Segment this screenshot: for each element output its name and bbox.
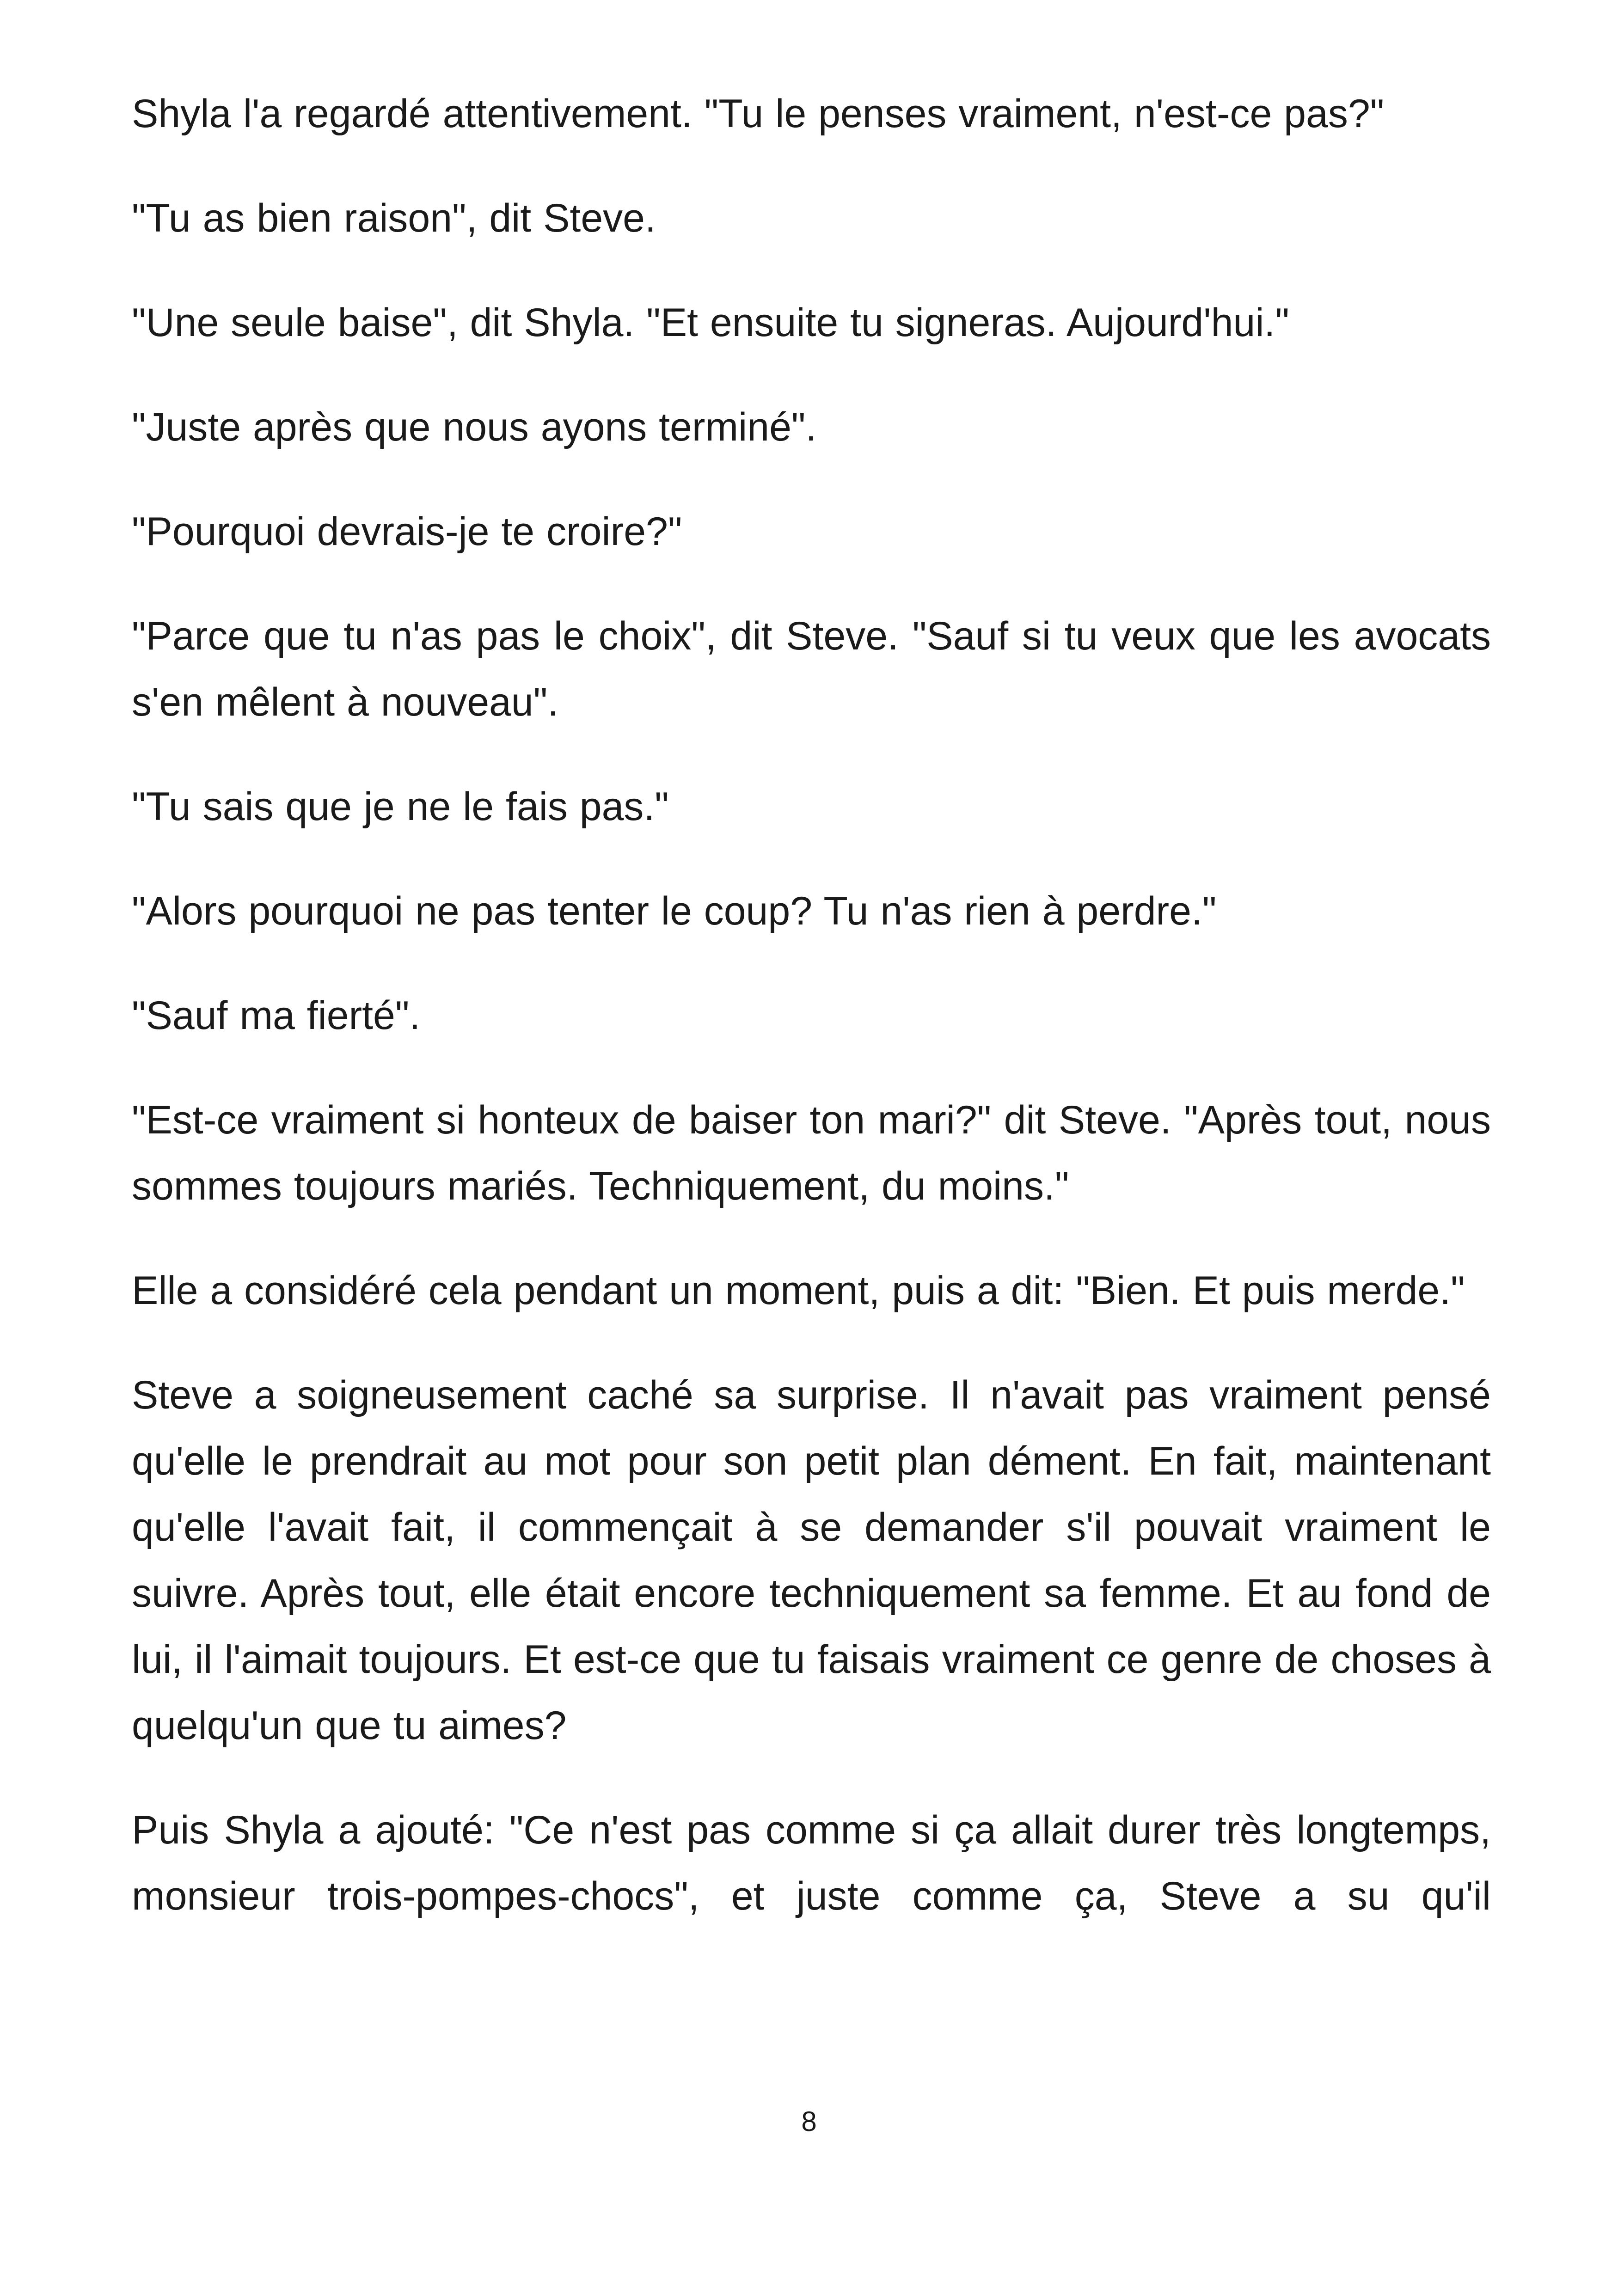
paragraph: Elle a considéré cela pendant un moment, puis a dit: "Bien. Et puis merde." (132, 1268, 1465, 1313)
paragraph: "Tu as bien raison", dit Steve. (132, 196, 656, 240)
paragraph: "Parce que tu n'as pas le choix", dit Steve. "Sauf si tu veux que les avocats s'en mêlent à nouveau". (132, 614, 1491, 724)
paragraph: "Juste après que nous ayons terminé". (132, 405, 817, 449)
paragraph: "Tu sais que je ne le fais pas." (132, 784, 669, 829)
paragraph: Steve a soigneusement caché sa surprise. Il n'avait pas vraiment pensé qu'elle le prendrait au mot pour son petit plan dément. En fait, maintenant qu'elle l'avait fait, il commençait à se demander s'il pouvait vraiment le suivre. Après tout, elle était encore techniquement sa femme. Et au fond de lui, il l'aimait toujours. Et est-ce que tu faisais vraiment ce genre de choses à quelqu'un que tu aimes? (132, 1373, 1491, 1748)
paragraph: Shyla l'a regardé attentivement. "Tu le penses vraiment, n'est-ce pas?" (132, 92, 1385, 136)
paragraph: "Alors pourquoi ne pas tenter le coup? Tu n'as rien à perdre." (132, 889, 1217, 933)
page-number: 8 (801, 2106, 817, 2137)
paragraph: "Sauf ma fierté". (132, 993, 421, 1038)
paragraph: "Une seule baise", dit Shyla. "Et ensuite tu signeras. Aujourd'hui." (132, 300, 1289, 345)
paragraph: "Pourquoi devrais-je te croire?" (132, 509, 682, 554)
paragraph: "Est-ce vraiment si honteux de baiser ton mari?" dit Steve. "Après tout, nous sommes toujours mariés. Techniquement, du moins." (132, 1098, 1491, 1208)
body-text (132, 81, 1491, 1968)
paragraph: Puis Shyla a ajouté: "Ce n'est pas comme si ça allait durer très longtemps, monsieur trois-pompes-chocs", et juste comme ça, Steve a su qu'il (132, 1808, 1491, 1918)
